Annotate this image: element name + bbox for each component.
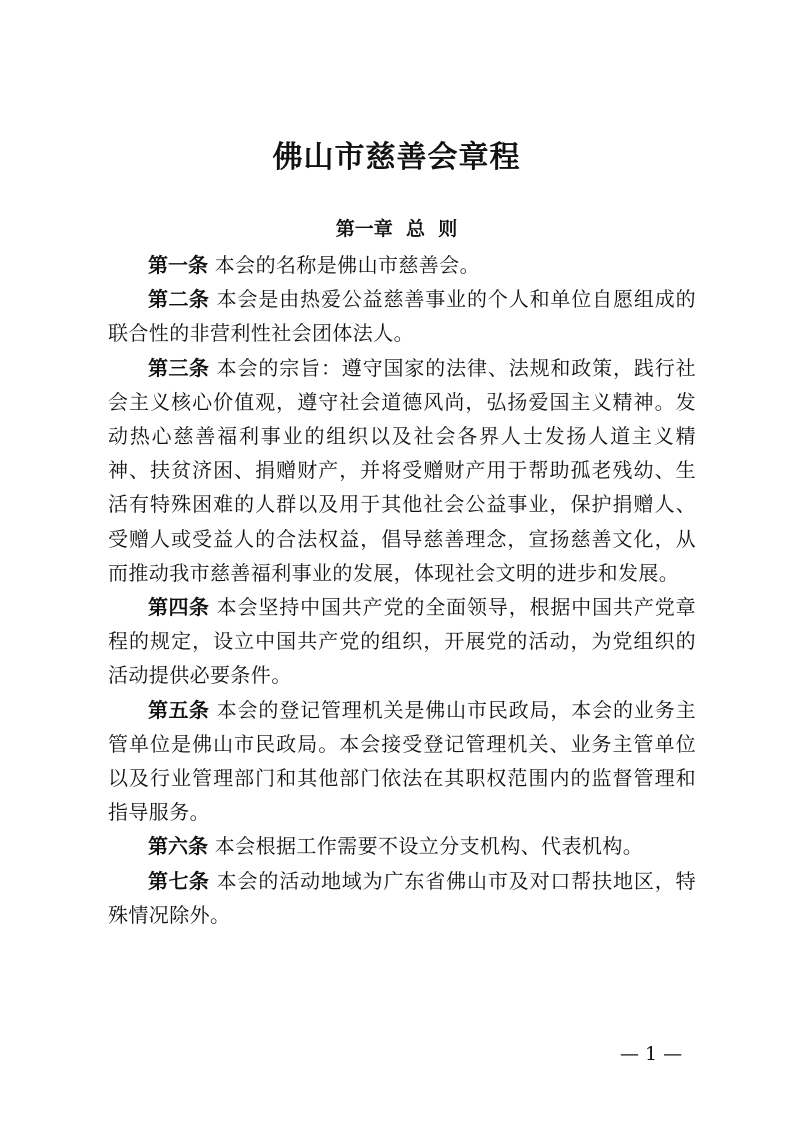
article-text: 本会的活动地域为广东省佛山市及对口帮扶地区，特殊情况除外。 bbox=[108, 868, 697, 927]
article-label: 第五条 bbox=[148, 697, 210, 722]
article-label: 第二条 bbox=[148, 287, 210, 312]
article-text: 本会坚持中国共产党的全面领导，根据中国共产党章程的规定，设立中国共产党的组织，开展党的活动，为党组织的活动提供必要条件。 bbox=[108, 595, 697, 688]
article-1 bbox=[108, 248, 696, 282]
document-body bbox=[108, 248, 696, 932]
article-text: 本会根据工作需要不设立分支机构、代表机构。 bbox=[214, 834, 644, 859]
document-title: 佛山市慈善会章程 bbox=[272, 140, 521, 175]
article-label: 第六条 bbox=[148, 834, 208, 859]
article-3 bbox=[108, 351, 696, 590]
article-5 bbox=[108, 693, 696, 830]
article-text: 本会的登记管理机关是佛山市民政局，本会的业务主管单位是佛山市民政局。本会接受登记管理机关、业务主管单位以及行业管理部门和其他部门依法在其职权范围内的监督管理和指导服务。 bbox=[108, 697, 697, 825]
article-6 bbox=[108, 829, 696, 863]
article-label: 第四条 bbox=[148, 595, 210, 620]
article-text: 本会的宗旨：遵守国家的法律、法规和政策，践行社会主义核心价值观，遵守社会道德风尚，弘扬爱国主义精神。发动热心慈善福利事业的组织以及社会各界人士发扬人道主义精神、扶贫济困、捐赠财产，并将受赠财产用于帮助孤老残幼、生活有特殊困难的人群以及用于其他社会公益事业，保护捐赠人、受赠人或受益人的合法权益，倡导慈善理念，宣扬慈善文化，从而推动我市慈善福利事业的发展，体现社会文明的进步和发展。 bbox=[108, 355, 697, 585]
article-4 bbox=[108, 590, 696, 693]
article-label: 第七条 bbox=[148, 868, 210, 893]
chapter-heading: 第一章 总 则 bbox=[335, 218, 458, 240]
article-label: 第一条 bbox=[148, 253, 208, 277]
article-7 bbox=[108, 864, 696, 932]
page-number: — 1 — bbox=[620, 1043, 683, 1065]
article-text: 本会是由热爱公益慈善事业的个人和单位自愿组成的联合性的非营利性社会团体法人。 bbox=[108, 287, 697, 346]
article-label: 第三条 bbox=[148, 355, 210, 380]
article-2 bbox=[108, 282, 696, 350]
article-text: 本会的名称是佛山市慈善会。 bbox=[214, 253, 480, 277]
